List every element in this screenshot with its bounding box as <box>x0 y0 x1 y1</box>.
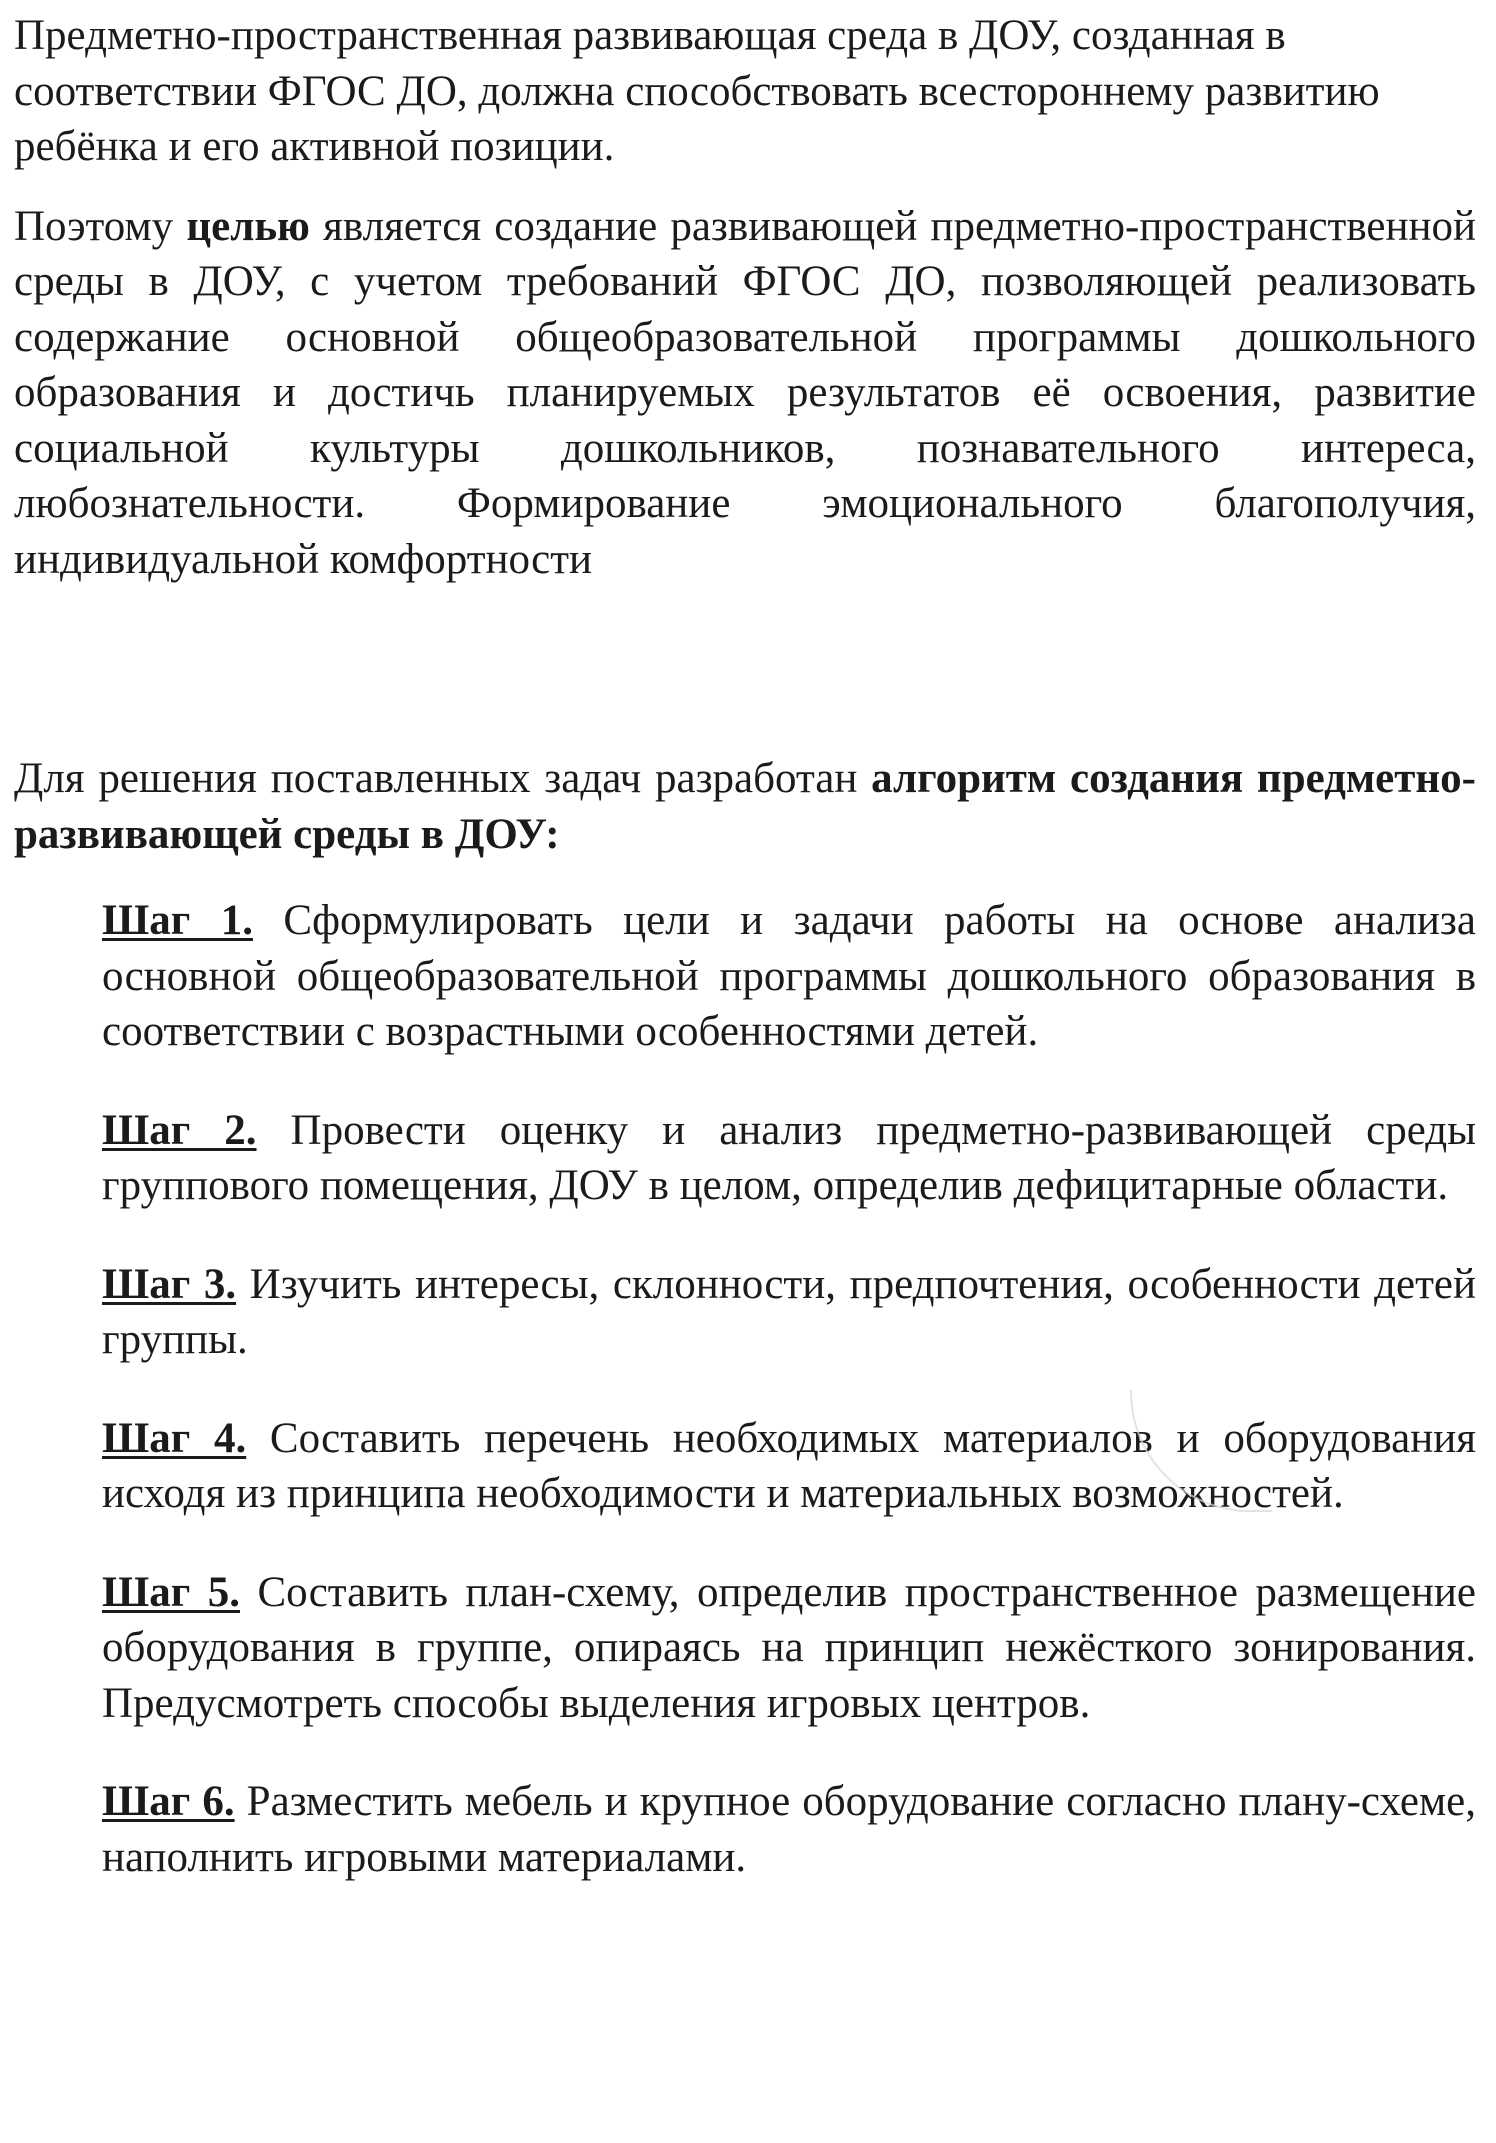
goal-keyword: целью <box>186 202 310 250</box>
step-text: Составить перечень необходимых материалов и оборудования исходя из принципа необходимости и материальных возможностей. <box>102 1414 1476 1517</box>
step-6 <box>102 1774 1476 1885</box>
step-1 <box>102 893 1476 1060</box>
step-text: Составить план-схему, определив пространственное размещение оборудования в группе, опираясь на принцип нежёсткого зонирования. Предусмотреть способы выделения игровых центров. <box>102 1568 1476 1727</box>
step-text: Сформулировать цели и задачи работы на основе анализа основной общеобразовательной программы дошкольного образования в соответствии с возрастными особенностями детей. <box>102 897 1476 1055</box>
goal-paragraph <box>14 199 1476 588</box>
step-5 <box>102 1565 1476 1732</box>
step-label: Шаг 6. <box>102 1778 235 1825</box>
algorithm-intro <box>14 751 1476 862</box>
step-text: Разместить мебель и крупное оборудование согласно плану-схеме, наполнить игровыми материалами. <box>102 1778 1477 1881</box>
step-label: Шаг 2. <box>102 1106 257 1154</box>
algorithm-title: алгоритм создания предметно-развивающей среды в ДОУ: <box>14 755 1476 858</box>
step-label: Шаг 5. <box>102 1568 240 1616</box>
step-label: Шаг 1. <box>102 897 253 944</box>
steps-list <box>14 893 1476 1885</box>
goal-text: является создание развивающей предметно-пространственной среды в ДОУ, с учетом требований ФГОС ДО, позволяющей реализовать содержание основной общеобразовательной программы дошкольного образования и достичь планируемых результатов её освоения, развитие социальной культуры дошкольников, познавательного интереса, любознательности. Формирование эмоционального благополучия, индивидуальной комфортности <box>14 202 1476 583</box>
intro-paragraph: Предметно-пространственная развивающая среда в ДОУ, созданная в соответствии ФГОС ДО, должна способствовать всестороннему развитию ребёнка и его активной позиции. <box>14 12 1380 170</box>
step-label: Шаг 4. <box>102 1414 247 1462</box>
step-text: Изучить интересы, склонности, предпочтения, особенности детей группы. <box>102 1260 1476 1363</box>
step-label: Шаг 3. <box>102 1260 237 1308</box>
step-3 <box>102 1257 1476 1368</box>
step-2 <box>102 1103 1476 1214</box>
step-text: Провести оценку и анализ предметно-развивающей среды группового помещения, ДОУ в целом, определив дефицитарные области. <box>102 1106 1477 1209</box>
algorithm-prefix: Для решения поставленных задач разработан <box>14 755 872 802</box>
goal-prefix: Поэтому <box>14 202 187 250</box>
